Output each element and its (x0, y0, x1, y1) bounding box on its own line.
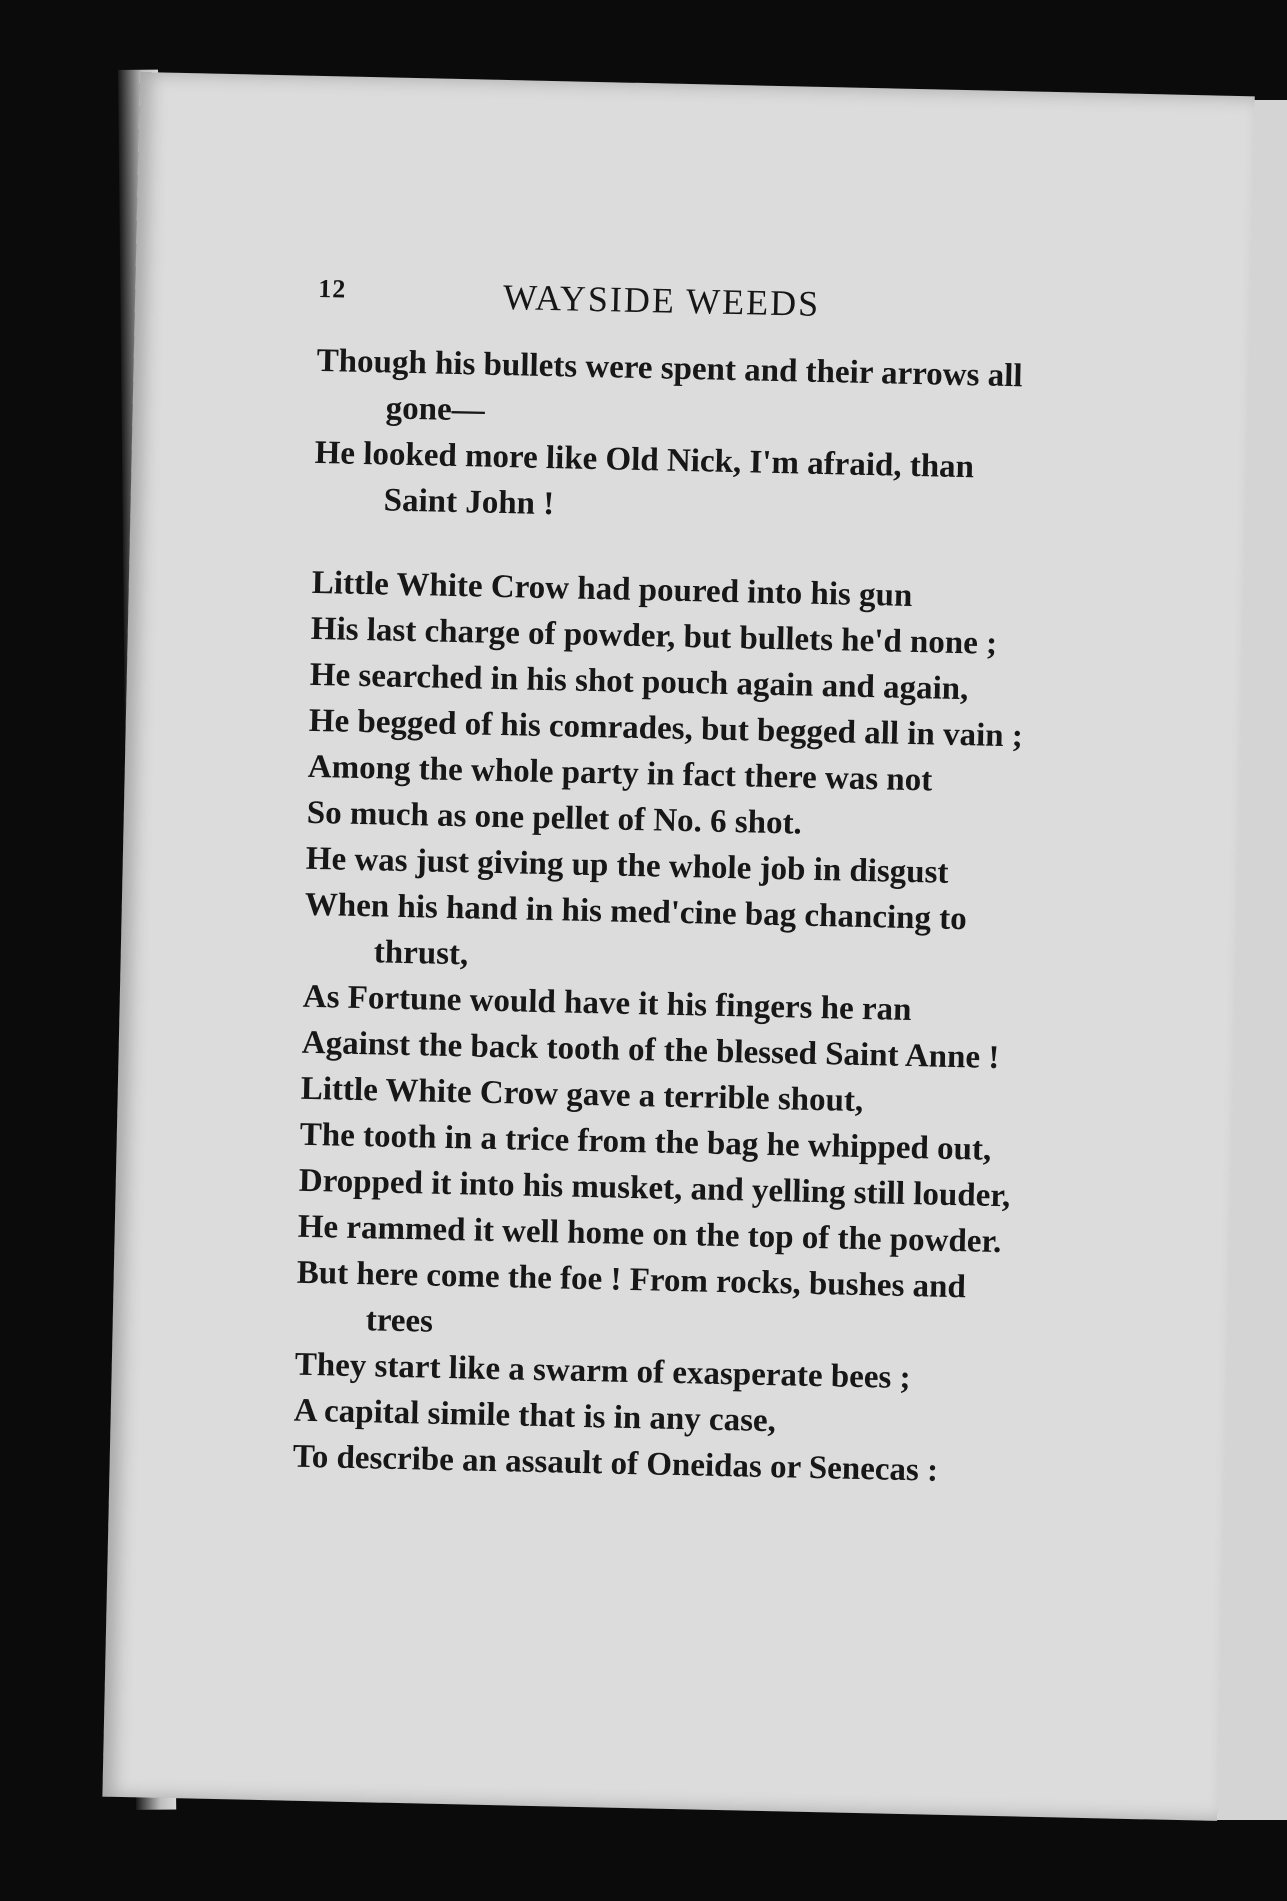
poem-line: He searched in his shot pouch again and again, (309, 656, 969, 708)
poem-line-continuation: thrust, (373, 934, 469, 973)
page-header (318, 272, 1019, 337)
poem-line: They start like a swarm of exasperate bees ; (294, 1346, 911, 1397)
poem-line: He begged of his comrades, but begged all in vain ; (308, 702, 1024, 755)
poem-line: Dropped it into his musket, and yelling still louder, (298, 1162, 1011, 1215)
poem-line: When his hand in his med'cine bag chancing to (304, 886, 968, 938)
running-title: WAYSIDE WEEDS (502, 276, 821, 324)
poem-line: Among the whole party in fact there was not (307, 748, 933, 799)
poem-line: So much as one pellet of No. 6 shot. (306, 794, 803, 842)
poem-line-continuation: trees (365, 1302, 434, 1340)
poem-text (292, 338, 1147, 1498)
book-page (102, 72, 1254, 1821)
poem-line: But here come the foe ! From rocks, bushes and (296, 1254, 967, 1306)
poem-line: He was just giving up the whole job in disgust (305, 840, 949, 891)
poem-line: Little White Crow had poured into his gun (311, 564, 913, 614)
poem-line: To describe an assault of Oneidas or Senecas : (292, 1438, 939, 1489)
poem-line: The tooth in a trice from the bag he whipped out, (299, 1116, 992, 1168)
poem-line-continuation: Saint John ! (383, 482, 555, 523)
poem-line: Though his bullets were spent and their arrows all (316, 342, 1023, 395)
poem-line: A capital simile that is in any case, (293, 1392, 777, 1440)
poem-line-continuation: gone— (385, 390, 486, 429)
page-number: 12 (318, 273, 347, 304)
poem-line: As Fortune would have it his fingers he ran (302, 978, 912, 1029)
poem-line: Little White Crow gave a terrible shout, (300, 1070, 864, 1120)
poem-line: He rammed it well home on the top of the powder. (297, 1208, 1002, 1261)
poem-line: His last charge of powder, but bullets he'd none ; (310, 610, 998, 662)
poem-line: Against the back tooth of the blessed Saint Anne ! (301, 1024, 1000, 1076)
poem-line: He looked more like Old Nick, I'm afraid, than (314, 434, 975, 486)
